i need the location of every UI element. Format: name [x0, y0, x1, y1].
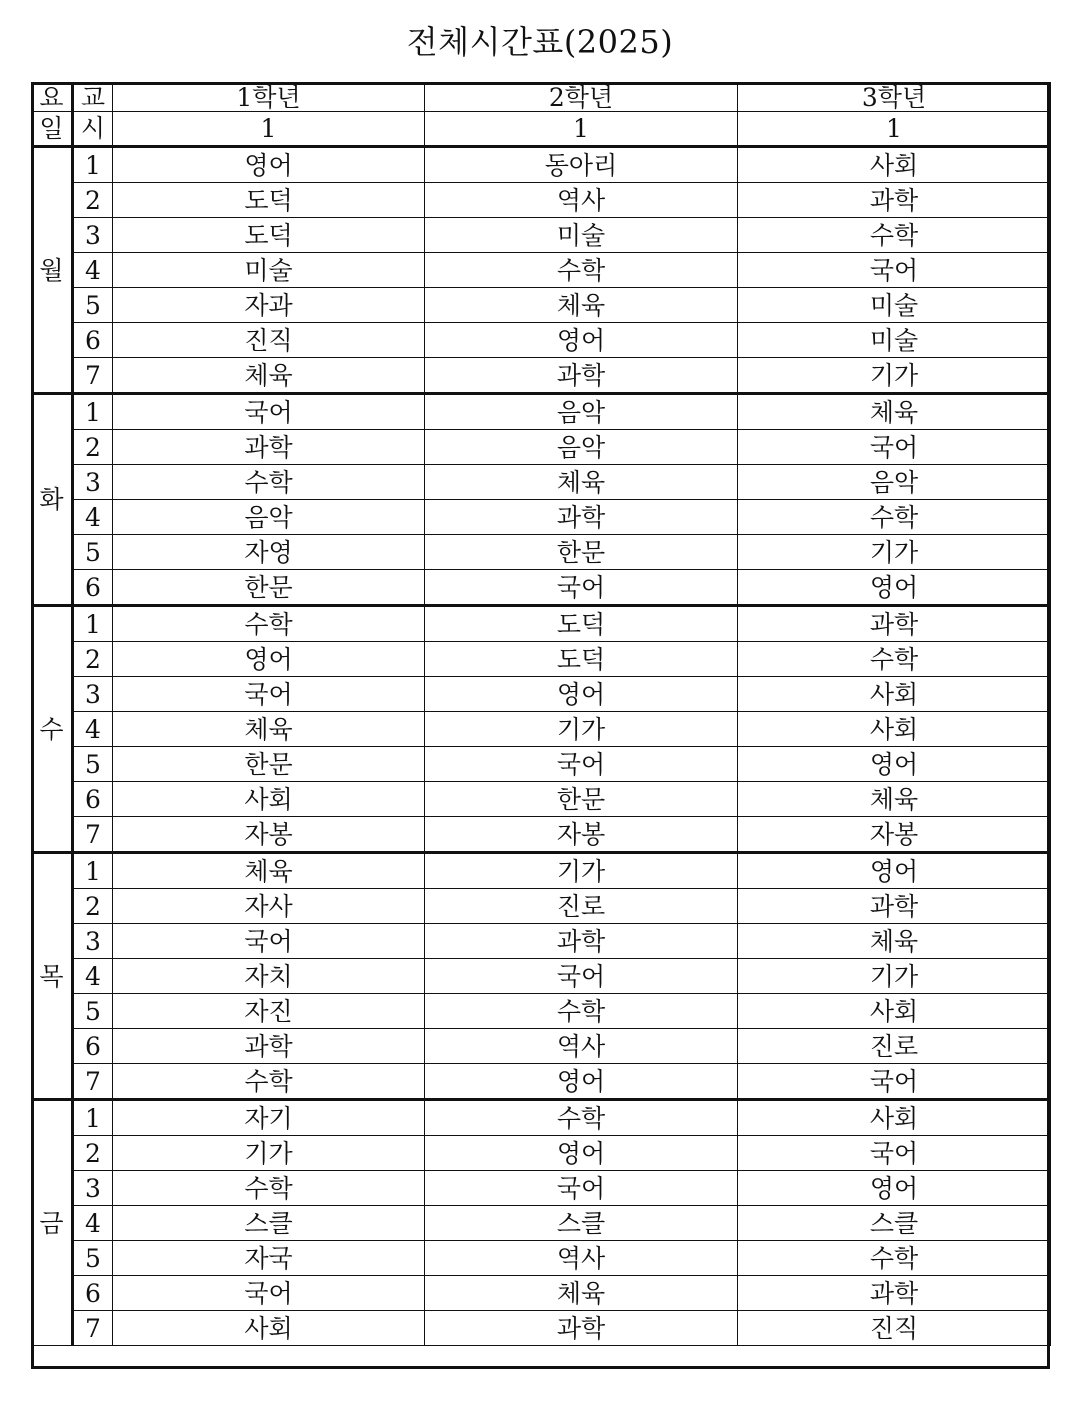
subject-cell-grade-2: 과학 — [425, 1311, 738, 1346]
subject-cell-grade-3: 국어 — [738, 1136, 1051, 1171]
subject-cell-grade-3: 영어 — [738, 853, 1051, 889]
subject-cell-grade-2: 역사 — [425, 183, 738, 218]
period-cell: 1 — [73, 394, 113, 430]
period-cell: 1 — [73, 606, 113, 642]
subject-cell-grade-3: 스클 — [738, 1206, 1051, 1241]
subject-cell-grade-2: 국어 — [425, 959, 738, 994]
page-title: 전체시간표(2025) — [406, 23, 674, 61]
table-row — [32, 1064, 1051, 1100]
timetable — [31, 82, 1051, 1346]
period-cell: 3 — [73, 677, 113, 712]
subject-cell-grade-2: 한문 — [425, 782, 738, 817]
table-row — [32, 782, 1051, 817]
subject-cell-grade-2: 체육 — [425, 1276, 738, 1311]
subject-cell-grade-3: 과학 — [738, 606, 1051, 642]
subject-cell-grade-3: 사회 — [738, 712, 1051, 747]
subject-cell-grade-3: 사회 — [738, 147, 1051, 183]
subject-cell-grade-1: 수학 — [113, 465, 425, 500]
period-cell: 5 — [73, 1241, 113, 1276]
header-class-3: 1 — [738, 112, 1051, 147]
subject-cell-grade-2: 영어 — [425, 323, 738, 358]
subject-cell-grade-1: 사회 — [113, 782, 425, 817]
subject-cell-grade-3: 자봉 — [738, 817, 1051, 853]
period-cell: 4 — [73, 712, 113, 747]
subject-cell-grade-1: 자기 — [113, 1100, 425, 1136]
subject-cell-grade-3: 기가 — [738, 535, 1051, 570]
table-row — [32, 288, 1051, 323]
subject-cell-grade-3: 수학 — [738, 218, 1051, 253]
subject-cell-grade-3: 사회 — [738, 677, 1051, 712]
subject-cell-grade-1: 국어 — [113, 1276, 425, 1311]
subject-cell-grade-2: 영어 — [425, 1064, 738, 1100]
day-cell: 금 — [32, 1100, 73, 1346]
period-cell: 3 — [73, 924, 113, 959]
subject-cell-grade-1: 자치 — [113, 959, 425, 994]
table-row — [32, 677, 1051, 712]
subject-cell-grade-3: 체육 — [738, 924, 1051, 959]
period-cell: 6 — [73, 782, 113, 817]
period-cell: 4 — [73, 253, 113, 288]
period-cell: 2 — [73, 642, 113, 677]
header-grade-1: 1학년 — [113, 83, 425, 112]
subject-cell-grade-1: 자과 — [113, 288, 425, 323]
table-row — [32, 994, 1051, 1029]
table-row — [32, 500, 1051, 535]
subject-cell-grade-2: 과학 — [425, 358, 738, 394]
header-row-classes — [32, 112, 1051, 147]
table-row — [32, 642, 1051, 677]
subject-cell-grade-3: 미술 — [738, 323, 1051, 358]
subject-cell-grade-3: 과학 — [738, 183, 1051, 218]
table-row — [32, 606, 1051, 642]
period-cell: 4 — [73, 1206, 113, 1241]
subject-cell-grade-2: 한문 — [425, 535, 738, 570]
subject-cell-grade-3: 국어 — [738, 253, 1051, 288]
subject-cell-grade-2: 자봉 — [425, 817, 738, 853]
subject-cell-grade-3: 과학 — [738, 1276, 1051, 1311]
subject-cell-grade-2: 동아리 — [425, 147, 738, 183]
header-day-label: 요 — [32, 83, 73, 112]
subject-cell-grade-1: 자봉 — [113, 817, 425, 853]
subject-cell-grade-2: 음악 — [425, 430, 738, 465]
subject-cell-grade-3: 기가 — [738, 959, 1051, 994]
subject-cell-grade-1: 과학 — [113, 430, 425, 465]
subject-cell-grade-1: 한문 — [113, 747, 425, 782]
header-class-2: 1 — [425, 112, 738, 147]
subject-cell-grade-3: 미술 — [738, 288, 1051, 323]
subject-cell-grade-1: 자영 — [113, 535, 425, 570]
subject-cell-grade-2: 체육 — [425, 288, 738, 323]
table-row — [32, 358, 1051, 394]
subject-cell-grade-3: 체육 — [738, 394, 1051, 430]
period-cell: 1 — [73, 853, 113, 889]
table-row — [32, 183, 1051, 218]
subject-cell-grade-2: 미술 — [425, 218, 738, 253]
period-cell: 2 — [73, 1136, 113, 1171]
subject-cell-grade-3: 체육 — [738, 782, 1051, 817]
day-cell: 월 — [32, 147, 73, 394]
table-row — [32, 1206, 1051, 1241]
period-cell: 2 — [73, 430, 113, 465]
header-grade-2: 2학년 — [425, 83, 738, 112]
subject-cell-grade-2: 체육 — [425, 465, 738, 500]
subject-cell-grade-1: 자사 — [113, 889, 425, 924]
day-cell: 화 — [32, 394, 73, 606]
period-cell: 7 — [73, 358, 113, 394]
subject-cell-grade-1: 기가 — [113, 1136, 425, 1171]
table-row — [32, 570, 1051, 606]
period-cell: 7 — [73, 1064, 113, 1100]
subject-cell-grade-2: 국어 — [425, 747, 738, 782]
table-row — [32, 323, 1051, 358]
subject-cell-grade-3: 수학 — [738, 500, 1051, 535]
subject-cell-grade-2: 기가 — [425, 712, 738, 747]
table-row — [32, 817, 1051, 853]
subject-cell-grade-2: 과학 — [425, 924, 738, 959]
subject-cell-grade-1: 체육 — [113, 853, 425, 889]
subject-cell-grade-3: 과학 — [738, 889, 1051, 924]
period-cell: 6 — [73, 570, 113, 606]
table-row — [32, 535, 1051, 570]
subject-cell-grade-2: 영어 — [425, 677, 738, 712]
period-cell: 4 — [73, 500, 113, 535]
period-cell: 2 — [73, 183, 113, 218]
period-cell: 7 — [73, 817, 113, 853]
period-cell: 6 — [73, 1029, 113, 1064]
table-row — [32, 959, 1051, 994]
day-cell: 목 — [32, 853, 73, 1100]
subject-cell-grade-1: 한문 — [113, 570, 425, 606]
table-row — [32, 253, 1051, 288]
subject-cell-grade-2: 진로 — [425, 889, 738, 924]
period-cell: 6 — [73, 1276, 113, 1311]
period-cell: 7 — [73, 1311, 113, 1346]
table-row — [32, 1311, 1051, 1346]
subject-cell-grade-1: 국어 — [113, 677, 425, 712]
table-row — [32, 747, 1051, 782]
table-row — [32, 1171, 1051, 1206]
subject-cell-grade-2: 도덕 — [425, 642, 738, 677]
subject-cell-grade-2: 기가 — [425, 853, 738, 889]
subject-cell-grade-1: 도덕 — [113, 218, 425, 253]
table-row — [32, 430, 1051, 465]
subject-cell-grade-3: 국어 — [738, 1064, 1051, 1100]
subject-cell-grade-2: 역사 — [425, 1029, 738, 1064]
timetable-body — [32, 83, 1051, 1346]
header-grade-3: 3학년 — [738, 83, 1051, 112]
period-cell: 4 — [73, 959, 113, 994]
period-cell: 5 — [73, 994, 113, 1029]
subject-cell-grade-2: 수학 — [425, 253, 738, 288]
subject-cell-grade-1: 영어 — [113, 147, 425, 183]
subject-cell-grade-3: 진로 — [738, 1029, 1051, 1064]
subject-cell-grade-2: 과학 — [425, 500, 738, 535]
subject-cell-grade-1: 진직 — [113, 323, 425, 358]
subject-cell-grade-3: 사회 — [738, 994, 1051, 1029]
subject-cell-grade-3: 진직 — [738, 1311, 1051, 1346]
header-period-label-2: 시 — [73, 112, 113, 147]
subject-cell-grade-1: 체육 — [113, 358, 425, 394]
subject-cell-grade-1: 국어 — [113, 924, 425, 959]
subject-cell-grade-1: 음악 — [113, 500, 425, 535]
period-cell: 2 — [73, 889, 113, 924]
header-day-label-2: 일 — [32, 112, 73, 147]
subject-cell-grade-2: 국어 — [425, 570, 738, 606]
subject-cell-grade-1: 과학 — [113, 1029, 425, 1064]
subject-cell-grade-1: 미술 — [113, 253, 425, 288]
subject-cell-grade-3: 영어 — [738, 747, 1051, 782]
subject-cell-grade-1: 스클 — [113, 1206, 425, 1241]
table-row — [32, 147, 1051, 183]
period-cell: 1 — [73, 1100, 113, 1136]
subject-cell-grade-3: 수학 — [738, 1241, 1051, 1276]
header-class-1: 1 — [113, 112, 425, 147]
subject-cell-grade-2: 영어 — [425, 1136, 738, 1171]
subject-cell-grade-3: 수학 — [738, 642, 1051, 677]
header-period-label: 교 — [73, 83, 113, 112]
table-row — [32, 1136, 1051, 1171]
subject-cell-grade-1: 도덕 — [113, 183, 425, 218]
subject-cell-grade-1: 영어 — [113, 642, 425, 677]
subject-cell-grade-1: 수학 — [113, 606, 425, 642]
subject-cell-grade-3: 사회 — [738, 1100, 1051, 1136]
subject-cell-grade-3: 기가 — [738, 358, 1051, 394]
subject-cell-grade-1: 자진 — [113, 994, 425, 1029]
table-row — [32, 1100, 1051, 1136]
table-row — [32, 1276, 1051, 1311]
period-cell: 3 — [73, 218, 113, 253]
table-row — [32, 465, 1051, 500]
subject-cell-grade-1: 수학 — [113, 1064, 425, 1100]
subject-cell-grade-3: 국어 — [738, 430, 1051, 465]
period-cell: 5 — [73, 747, 113, 782]
day-cell: 수 — [32, 606, 73, 853]
subject-cell-grade-2: 역사 — [425, 1241, 738, 1276]
subject-cell-grade-1: 사회 — [113, 1311, 425, 1346]
subject-cell-grade-2: 수학 — [425, 994, 738, 1029]
subject-cell-grade-1: 체육 — [113, 712, 425, 747]
table-row — [32, 218, 1051, 253]
subject-cell-grade-1: 수학 — [113, 1171, 425, 1206]
period-cell: 1 — [73, 147, 113, 183]
subject-cell-grade-2: 국어 — [425, 1171, 738, 1206]
table-row — [32, 853, 1051, 889]
table-row — [32, 712, 1051, 747]
subject-cell-grade-2: 음악 — [425, 394, 738, 430]
period-cell: 5 — [73, 288, 113, 323]
period-cell: 3 — [73, 1171, 113, 1206]
table-row — [32, 1241, 1051, 1276]
subject-cell-grade-1: 자국 — [113, 1241, 425, 1276]
table-row — [32, 924, 1051, 959]
period-cell: 5 — [73, 535, 113, 570]
subject-cell-grade-1: 국어 — [113, 394, 425, 430]
period-cell: 6 — [73, 323, 113, 358]
subject-cell-grade-2: 스클 — [425, 1206, 738, 1241]
table-row — [32, 1029, 1051, 1064]
subject-cell-grade-3: 음악 — [738, 465, 1051, 500]
table-row — [32, 889, 1051, 924]
period-cell: 3 — [73, 465, 113, 500]
subject-cell-grade-2: 도덕 — [425, 606, 738, 642]
subject-cell-grade-2: 수학 — [425, 1100, 738, 1136]
subject-cell-grade-3: 영어 — [738, 1171, 1051, 1206]
table-row — [32, 394, 1051, 430]
header-row-grades — [32, 83, 1051, 112]
subject-cell-grade-3: 영어 — [738, 570, 1051, 606]
